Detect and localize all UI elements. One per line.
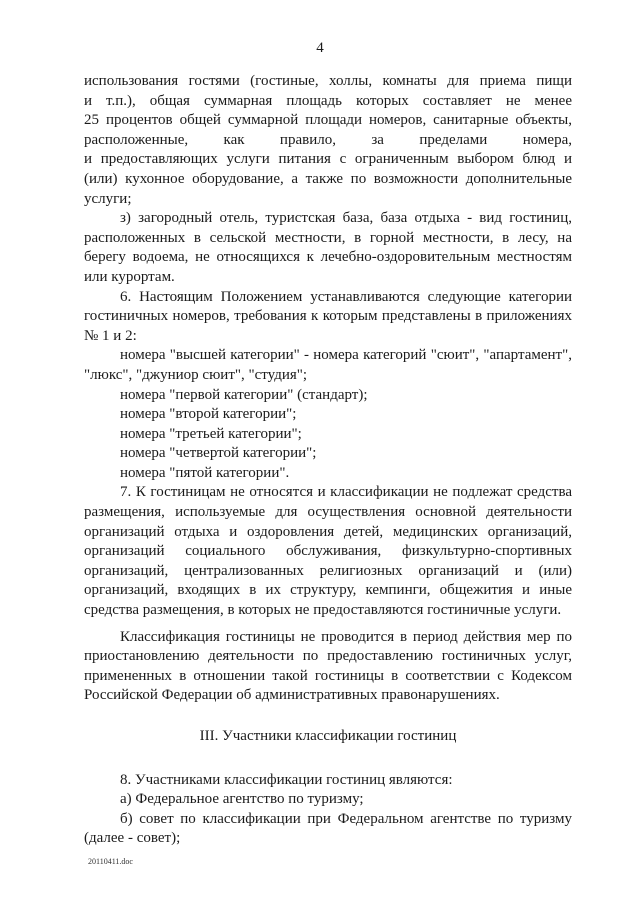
paragraph-8: 8. Участниками классификации гостиниц являются: — [120, 771, 453, 788]
category-item: номера "второй категории"; — [120, 406, 297, 423]
paragraph-6: 6. Настоящим Положением устанавливаются следующие категории гостиничных номеров, требования к которым представлены в приложениях № 1 и 2: — [84, 288, 572, 344]
paragraph-z: з) загородный отель, туристская база, база отдыха - вид гостиниц, расположенных в сельской местности, в горной местности, в лесу, на берегу водоема, не относящихся к лечебно-оздоровительным местностям или курортам. — [84, 210, 572, 285]
list-item-a: а) Федеральное агентство по туризму; — [120, 791, 364, 808]
category-item: номера "первой категории" (стандарт); — [120, 386, 368, 403]
document-body — [84, 72, 572, 849]
paragraph-line: (или) кухонное оборудование, а также по возможности дополнительные — [84, 170, 572, 187]
category-item: номера "пятой категории". — [120, 464, 290, 481]
paragraph-line: и т.п.), общая суммарная площадь которых составляет не менее — [84, 92, 572, 109]
paragraph-7-continuation: Классификация гостиницы не проводится в период действия мер по приостановлению деятельности по предоставлению гостиничных услуг, примененных в отношении такой гостиницы в соответствии с Кодексом Российской Федерации об административных правонарушениях. — [84, 628, 572, 704]
paragraph-line: услуги; — [84, 190, 132, 207]
paragraph-7: 7. К гостиницам не относятся и классификации не подлежат средства размещения, используемые для осуществления основной деятельности организаций отдыха и оздоровления детей, медицинских организаций, организаций социального обслуживания, физкультурно-спортивных организаций, централизованных религиозных организаций и (или) организаций, входящих в их структуру, кемпинги, общежития и иные средства размещения, в которых не предоставляются гостиничные услуги. — [84, 484, 572, 619]
list-item-b: б) совет по классификации при Федеральном агентстве по туризму (далее - совет); — [84, 810, 572, 847]
section-heading: III. Участники классификации гостиниц — [199, 728, 457, 744]
paragraph-line: и предоставляющих услуги питания с ограниченным выбором блюд и — [84, 151, 572, 168]
footer-filename: 20110411.doc — [88, 857, 133, 866]
paragraph-line: расположенные, как правило, за пределами номера, — [84, 131, 572, 148]
category-item: номера "четвертой категории"; — [120, 445, 317, 462]
paragraph-line: использования гостями (гостиные, холлы, комнаты для приема пищи — [84, 73, 572, 89]
category-item: номера "третьей категории"; — [120, 425, 302, 442]
category-item: номера "высшей категории" - номера категорий "сюит", "апартамент", "люкс", "джуниор сюит", "студия"; — [84, 347, 572, 383]
paragraph-line: 25 процентов общей суммарной площади номеров, санитарные объекты, — [84, 112, 572, 129]
page-number: 4 — [316, 40, 324, 56]
